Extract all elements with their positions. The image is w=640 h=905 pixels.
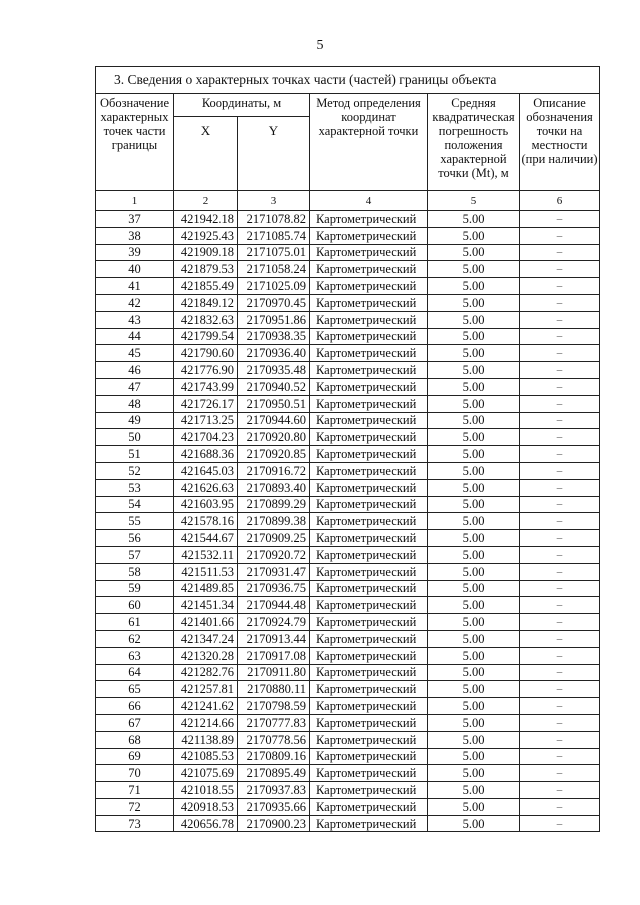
table-row: [96, 446, 600, 463]
error-cell: 5.00: [428, 479, 520, 496]
table-row: [96, 328, 600, 345]
x-coordinate-cell: 421347.24: [174, 630, 238, 647]
table-row: [96, 530, 600, 547]
error-cell: 5.00: [428, 294, 520, 311]
description-cell: –: [520, 782, 600, 799]
x-coordinate-cell: 421726.17: [174, 395, 238, 412]
description-cell: –: [520, 714, 600, 731]
error-cell: 5.00: [428, 530, 520, 547]
point-number-cell: 55: [96, 513, 174, 530]
y-coordinate-cell: 2170899.29: [238, 496, 310, 513]
y-coordinate-cell: 2170909.25: [238, 530, 310, 547]
column-number: 6: [520, 191, 600, 211]
y-coordinate-cell: 2170777.83: [238, 714, 310, 731]
table-row: [96, 345, 600, 362]
description-cell: –: [520, 815, 600, 832]
x-coordinate-cell: 421257.81: [174, 681, 238, 698]
point-number-cell: 56: [96, 530, 174, 547]
error-cell: 5.00: [428, 513, 520, 530]
description-cell: –: [520, 647, 600, 664]
x-coordinate-cell: 421320.28: [174, 647, 238, 664]
table-row: [96, 462, 600, 479]
y-coordinate-cell: 2170809.16: [238, 748, 310, 765]
x-coordinate-cell: 421645.03: [174, 462, 238, 479]
method-cell: Картометрический: [310, 698, 428, 715]
x-coordinate-cell: 420918.53: [174, 798, 238, 815]
x-coordinate-cell: 421790.60: [174, 345, 238, 362]
page-number: 5: [316, 38, 324, 53]
y-coordinate-cell: 2170913.44: [238, 630, 310, 647]
error-cell: 5.00: [428, 815, 520, 832]
method-cell: Картометрический: [310, 395, 428, 412]
x-coordinate-cell: 421855.49: [174, 278, 238, 295]
table-row: [96, 294, 600, 311]
error-cell: 5.00: [428, 395, 520, 412]
table-row: [96, 412, 600, 429]
method-cell: Картометрический: [310, 479, 428, 496]
x-coordinate-cell: 420656.78: [174, 815, 238, 832]
method-cell: Картометрический: [310, 328, 428, 345]
y-coordinate-cell: 2170911.80: [238, 664, 310, 681]
method-cell: Картометрический: [310, 597, 428, 614]
point-number-cell: 70: [96, 765, 174, 782]
x-coordinate-cell: 421626.63: [174, 479, 238, 496]
description-cell: –: [520, 798, 600, 815]
y-coordinate-cell: 2170917.08: [238, 647, 310, 664]
y-coordinate-cell: 2170936.75: [238, 580, 310, 597]
method-cell: Картометрический: [310, 311, 428, 328]
table-row: [96, 378, 600, 395]
method-cell: Картометрический: [310, 798, 428, 815]
header-method: Метод определения координат характерной точки: [310, 94, 428, 191]
description-cell: –: [520, 395, 600, 412]
method-cell: Картометрический: [310, 244, 428, 261]
x-coordinate-cell: 421532.11: [174, 546, 238, 563]
description-cell: –: [520, 563, 600, 580]
x-coordinate-cell: 421909.18: [174, 244, 238, 261]
error-cell: 5.00: [428, 311, 520, 328]
error-cell: 5.00: [428, 345, 520, 362]
table-row: [96, 580, 600, 597]
description-cell: –: [520, 731, 600, 748]
method-cell: Картометрический: [310, 294, 428, 311]
point-number-cell: 47: [96, 378, 174, 395]
error-cell: 5.00: [428, 580, 520, 597]
y-coordinate-cell: 2170935.48: [238, 362, 310, 379]
description-cell: –: [520, 765, 600, 782]
error-cell: 5.00: [428, 614, 520, 631]
point-number-cell: 45: [96, 345, 174, 362]
error-cell: 5.00: [428, 731, 520, 748]
point-number-cell: 61: [96, 614, 174, 631]
x-coordinate-cell: 421544.67: [174, 530, 238, 547]
table-row: [96, 211, 600, 228]
method-cell: Картометрический: [310, 227, 428, 244]
column-numbers-row: [96, 191, 600, 211]
point-number-cell: 43: [96, 311, 174, 328]
method-cell: Картометрический: [310, 563, 428, 580]
y-coordinate-cell: 2170936.40: [238, 345, 310, 362]
method-cell: Картометрический: [310, 378, 428, 395]
table-row: [96, 429, 600, 446]
error-cell: 5.00: [428, 227, 520, 244]
y-coordinate-cell: 2171078.82: [238, 211, 310, 228]
point-number-cell: 46: [96, 362, 174, 379]
y-coordinate-cell: 2171058.24: [238, 261, 310, 278]
point-number-cell: 62: [96, 630, 174, 647]
x-coordinate-cell: 421688.36: [174, 446, 238, 463]
y-coordinate-cell: 2171075.01: [238, 244, 310, 261]
x-coordinate-cell: 421925.43: [174, 227, 238, 244]
table-row: [96, 563, 600, 580]
x-coordinate-cell: 421879.53: [174, 261, 238, 278]
point-number-cell: 39: [96, 244, 174, 261]
point-number-cell: 42: [96, 294, 174, 311]
description-cell: –: [520, 698, 600, 715]
error-cell: 5.00: [428, 261, 520, 278]
y-coordinate-cell: 2170880.11: [238, 681, 310, 698]
y-coordinate-cell: 2171025.09: [238, 278, 310, 295]
x-coordinate-cell: 421241.62: [174, 698, 238, 715]
table-row: [96, 479, 600, 496]
method-cell: Картометрический: [310, 681, 428, 698]
method-cell: Картометрический: [310, 446, 428, 463]
boundary-points-table: [95, 66, 600, 832]
y-coordinate-cell: 2171085.74: [238, 227, 310, 244]
x-coordinate-cell: 421085.53: [174, 748, 238, 765]
point-number-cell: 72: [96, 798, 174, 815]
point-number-cell: 44: [96, 328, 174, 345]
description-cell: –: [520, 412, 600, 429]
x-coordinate-cell: 421942.18: [174, 211, 238, 228]
method-cell: Картометрический: [310, 462, 428, 479]
description-cell: –: [520, 261, 600, 278]
error-cell: 5.00: [428, 328, 520, 345]
method-cell: Картометрический: [310, 513, 428, 530]
x-coordinate-cell: 421799.54: [174, 328, 238, 345]
description-cell: –: [520, 378, 600, 395]
error-cell: 5.00: [428, 748, 520, 765]
point-number-cell: 60: [96, 597, 174, 614]
table-row: [96, 227, 600, 244]
error-cell: 5.00: [428, 782, 520, 799]
column-number: 1: [96, 191, 174, 211]
y-coordinate-cell: 2170920.80: [238, 429, 310, 446]
y-coordinate-cell: 2170895.49: [238, 765, 310, 782]
description-cell: –: [520, 429, 600, 446]
x-coordinate-cell: 421713.25: [174, 412, 238, 429]
error-cell: 5.00: [428, 278, 520, 295]
header-designation: Обозначение характерных точек части границы: [96, 94, 174, 191]
method-cell: Картометрический: [310, 211, 428, 228]
point-number-cell: 37: [96, 211, 174, 228]
y-coordinate-cell: 2170900.23: [238, 815, 310, 832]
x-coordinate-cell: 421743.99: [174, 378, 238, 395]
point-number-cell: 54: [96, 496, 174, 513]
point-number-cell: 73: [96, 815, 174, 832]
point-number-cell: 67: [96, 714, 174, 731]
method-cell: Картометрический: [310, 261, 428, 278]
table-row: [96, 698, 600, 715]
y-coordinate-cell: 2170940.52: [238, 378, 310, 395]
description-cell: –: [520, 479, 600, 496]
y-coordinate-cell: 2170944.60: [238, 412, 310, 429]
description-cell: –: [520, 614, 600, 631]
y-coordinate-cell: 2170920.72: [238, 546, 310, 563]
point-number-cell: 69: [96, 748, 174, 765]
header-y: Y: [238, 117, 310, 191]
column-number: 2: [174, 191, 238, 211]
y-coordinate-cell: 2170916.72: [238, 462, 310, 479]
point-number-cell: 63: [96, 647, 174, 664]
error-cell: 5.00: [428, 429, 520, 446]
point-number-cell: 53: [96, 479, 174, 496]
y-coordinate-cell: 2170950.51: [238, 395, 310, 412]
point-number-cell: 48: [96, 395, 174, 412]
description-cell: –: [520, 462, 600, 479]
y-coordinate-cell: 2170778.56: [238, 731, 310, 748]
error-cell: 5.00: [428, 698, 520, 715]
method-cell: Картометрический: [310, 714, 428, 731]
description-cell: –: [520, 496, 600, 513]
point-number-cell: 71: [96, 782, 174, 799]
table-row: [96, 597, 600, 614]
error-cell: 5.00: [428, 496, 520, 513]
error-cell: 5.00: [428, 647, 520, 664]
error-cell: 5.00: [428, 462, 520, 479]
table-row: [96, 311, 600, 328]
table-row: [96, 362, 600, 379]
description-cell: –: [520, 530, 600, 547]
point-number-cell: 64: [96, 664, 174, 681]
table-row: [96, 278, 600, 295]
table-row: [96, 244, 600, 261]
point-number-cell: 41: [96, 278, 174, 295]
table-row: [96, 614, 600, 631]
table-row: [96, 647, 600, 664]
description-cell: –: [520, 345, 600, 362]
description-cell: –: [520, 513, 600, 530]
description-cell: –: [520, 311, 600, 328]
error-cell: 5.00: [428, 211, 520, 228]
section-title: 3. Сведения о характерных точках части (частей) границы объекта: [96, 67, 600, 94]
description-cell: –: [520, 597, 600, 614]
x-coordinate-cell: 421511.53: [174, 563, 238, 580]
description-cell: –: [520, 748, 600, 765]
y-coordinate-cell: 2170935.66: [238, 798, 310, 815]
x-coordinate-cell: 421214.66: [174, 714, 238, 731]
y-coordinate-cell: 2170924.79: [238, 614, 310, 631]
point-number-cell: 40: [96, 261, 174, 278]
error-cell: 5.00: [428, 563, 520, 580]
point-number-cell: 52: [96, 462, 174, 479]
error-cell: 5.00: [428, 714, 520, 731]
description-cell: –: [520, 446, 600, 463]
y-coordinate-cell: 2170937.83: [238, 782, 310, 799]
point-number-cell: 58: [96, 563, 174, 580]
y-coordinate-cell: 2170798.59: [238, 698, 310, 715]
error-cell: 5.00: [428, 681, 520, 698]
header-coordinates: Координаты, м: [174, 94, 310, 117]
header-x: X: [174, 117, 238, 191]
table-row: [96, 546, 600, 563]
x-coordinate-cell: 421138.89: [174, 731, 238, 748]
error-cell: 5.00: [428, 597, 520, 614]
description-cell: –: [520, 227, 600, 244]
point-number-cell: 50: [96, 429, 174, 446]
table-row: [96, 714, 600, 731]
x-coordinate-cell: 421849.12: [174, 294, 238, 311]
error-cell: 5.00: [428, 664, 520, 681]
error-cell: 5.00: [428, 244, 520, 261]
description-cell: –: [520, 681, 600, 698]
table-row: [96, 748, 600, 765]
point-number-cell: 57: [96, 546, 174, 563]
description-cell: –: [520, 244, 600, 261]
y-coordinate-cell: 2170938.35: [238, 328, 310, 345]
error-cell: 5.00: [428, 798, 520, 815]
error-cell: 5.00: [428, 630, 520, 647]
error-cell: 5.00: [428, 446, 520, 463]
header-description: Описание обозначения точки на местности (при наличии): [520, 94, 600, 191]
point-number-cell: 59: [96, 580, 174, 597]
x-coordinate-cell: 421451.34: [174, 597, 238, 614]
method-cell: Картометрический: [310, 782, 428, 799]
x-coordinate-cell: 421075.69: [174, 765, 238, 782]
table-row: [96, 496, 600, 513]
x-coordinate-cell: 421489.85: [174, 580, 238, 597]
table-row: [96, 664, 600, 681]
table-row: [96, 798, 600, 815]
description-cell: –: [520, 211, 600, 228]
point-number-cell: 65: [96, 681, 174, 698]
method-cell: Картометрический: [310, 664, 428, 681]
method-cell: Картометрический: [310, 412, 428, 429]
method-cell: Картометрический: [310, 731, 428, 748]
method-cell: Картометрический: [310, 647, 428, 664]
method-cell: Картометрический: [310, 362, 428, 379]
table-row: [96, 261, 600, 278]
error-cell: 5.00: [428, 362, 520, 379]
description-cell: –: [520, 546, 600, 563]
y-coordinate-cell: 2170920.85: [238, 446, 310, 463]
x-coordinate-cell: 421578.16: [174, 513, 238, 530]
point-number-cell: 38: [96, 227, 174, 244]
table-body: [96, 211, 600, 832]
error-cell: 5.00: [428, 765, 520, 782]
y-coordinate-cell: 2170931.47: [238, 563, 310, 580]
method-cell: Картометрический: [310, 614, 428, 631]
description-cell: –: [520, 328, 600, 345]
method-cell: Картометрический: [310, 429, 428, 446]
table-row: [96, 681, 600, 698]
point-number-cell: 51: [96, 446, 174, 463]
table-row: [96, 630, 600, 647]
y-coordinate-cell: 2170893.40: [238, 479, 310, 496]
column-number: 3: [238, 191, 310, 211]
description-cell: –: [520, 664, 600, 681]
error-cell: 5.00: [428, 412, 520, 429]
method-cell: Картометрический: [310, 345, 428, 362]
method-cell: Картометрический: [310, 815, 428, 832]
method-cell: Картометрический: [310, 278, 428, 295]
method-cell: Картометрический: [310, 630, 428, 647]
method-cell: Картометрический: [310, 765, 428, 782]
description-cell: –: [520, 278, 600, 295]
point-number-cell: 66: [96, 698, 174, 715]
y-coordinate-cell: 2170970.45: [238, 294, 310, 311]
x-coordinate-cell: 421776.90: [174, 362, 238, 379]
table-row: [96, 513, 600, 530]
method-cell: Картометрический: [310, 530, 428, 547]
y-coordinate-cell: 2170944.48: [238, 597, 310, 614]
x-coordinate-cell: 421018.55: [174, 782, 238, 799]
x-coordinate-cell: 421704.23: [174, 429, 238, 446]
method-cell: Картометрический: [310, 748, 428, 765]
table-row: [96, 395, 600, 412]
description-cell: –: [520, 630, 600, 647]
x-coordinate-cell: 421832.63: [174, 311, 238, 328]
table-row: [96, 731, 600, 748]
description-cell: –: [520, 294, 600, 311]
x-coordinate-cell: 421603.95: [174, 496, 238, 513]
header-error: Средняя квадратическая погрешность положения характерной точки (Mt), м: [428, 94, 520, 191]
description-cell: –: [520, 362, 600, 379]
description-cell: –: [520, 580, 600, 597]
y-coordinate-cell: 2170899.38: [238, 513, 310, 530]
table-row: [96, 782, 600, 799]
method-cell: Картометрический: [310, 580, 428, 597]
method-cell: Картометрический: [310, 496, 428, 513]
x-coordinate-cell: 421282.76: [174, 664, 238, 681]
error-cell: 5.00: [428, 378, 520, 395]
table-row: [96, 815, 600, 832]
column-number: 5: [428, 191, 520, 211]
method-cell: Картометрический: [310, 546, 428, 563]
point-number-cell: 68: [96, 731, 174, 748]
point-number-cell: 49: [96, 412, 174, 429]
table-row: [96, 765, 600, 782]
y-coordinate-cell: 2170951.86: [238, 311, 310, 328]
x-coordinate-cell: 421401.66: [174, 614, 238, 631]
error-cell: 5.00: [428, 546, 520, 563]
column-number: 4: [310, 191, 428, 211]
